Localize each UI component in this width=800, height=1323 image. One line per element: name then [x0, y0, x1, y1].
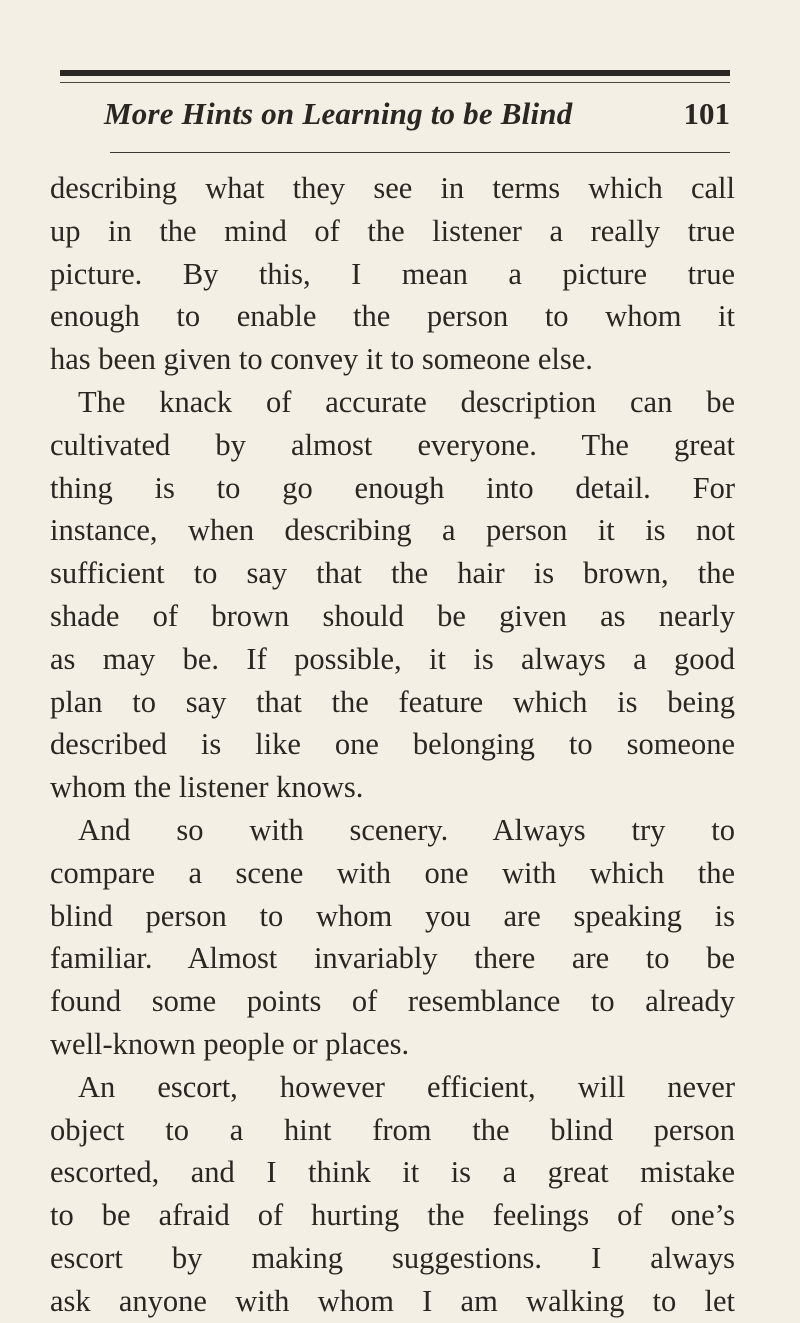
text-line: to be afraid of hurting the feelings of one’s: [50, 1198, 735, 1233]
text-line: shade of brown should be given as nearly: [50, 598, 735, 633]
text-line: sufficient to say that the hair is brown, the: [50, 556, 735, 591]
text-line: cultivated by almost everyone. The great: [50, 427, 735, 462]
running-title: More Hints on Learning to be Blind: [104, 96, 573, 131]
text-line: compare a scene with one with which the: [50, 855, 735, 890]
text-line: enough to enable the person to whom it: [50, 299, 735, 334]
text-line: whom the listener knows.: [50, 770, 364, 805]
text-line: has been given to convey it to someone else.: [50, 342, 593, 377]
text-line: The knack of accurate description can be: [78, 384, 735, 419]
text-line: plan to say that the feature which is being: [50, 684, 735, 719]
text-line: thing is to go enough into detail. For: [50, 470, 735, 505]
top-rule-thin: [60, 82, 730, 83]
running-head: [104, 96, 730, 146]
top-rule-thick: [60, 70, 730, 76]
text-line: escorted, and I think it is a great mistake: [50, 1155, 735, 1190]
text-line: instance, when describing a person it is not: [50, 513, 735, 548]
text-line: described is like one belonging to someone: [50, 727, 735, 762]
text-line: as may be. If possible, it is always a good: [50, 641, 735, 676]
text-line: And so with scenery. Always try to: [78, 812, 735, 847]
text-line: describing what they see in terms which call: [50, 171, 735, 205]
text-line: ask anyone with whom I am walking to let: [50, 1283, 735, 1318]
text-line: An escort, however efficient, will never: [78, 1069, 735, 1104]
text-line: familiar. Almost invariably there are to be: [50, 941, 735, 976]
page-number: 101: [683, 96, 730, 131]
text-line: found some points of resemblance to already: [50, 984, 735, 1019]
header-rule: [110, 152, 730, 153]
text-line: picture. By this, I mean a picture true: [50, 256, 735, 291]
text-line: escort by making suggestions. I always: [50, 1240, 735, 1275]
text-line: object to a hint from the blind person: [50, 1112, 735, 1147]
text-line: up in the mind of the listener a really true: [50, 213, 735, 248]
text-line: well-known people or places.: [50, 1026, 410, 1061]
text-line: blind person to whom you are speaking is: [50, 898, 735, 933]
body-text: [50, 167, 735, 1323]
